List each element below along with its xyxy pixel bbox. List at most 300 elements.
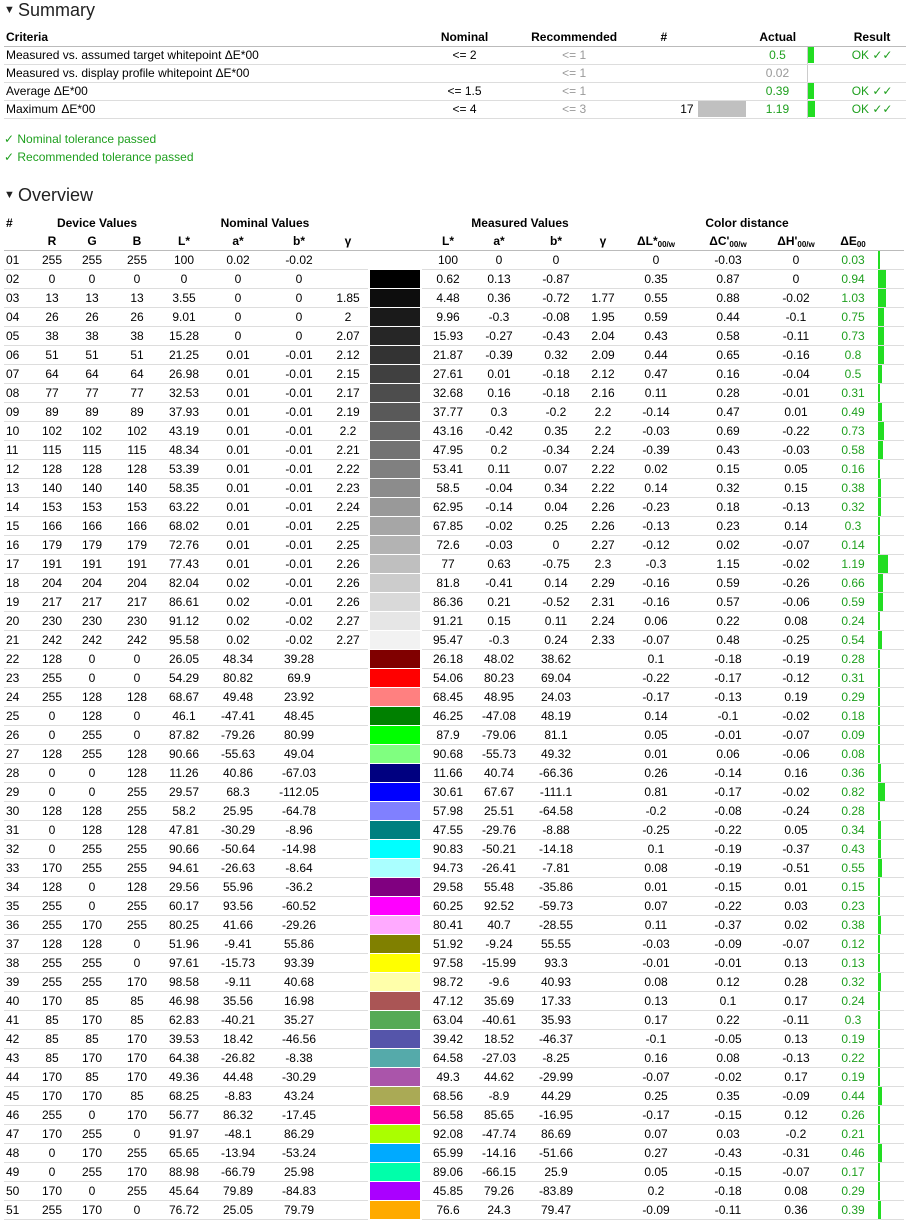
nominal-pass-status: ✓ Nominal tolerance passed [4,132,157,146]
delta-E: 0.38 [830,916,876,935]
delta-E: 0.46 [830,1144,876,1163]
patch-index: 42 [4,1030,32,1049]
delta-H: 0.08 [762,612,830,631]
nominal-a: 0.01 [206,479,270,498]
nominal-b: 49.04 [270,745,328,764]
delta-H: -0.13 [762,498,830,517]
measured-gamma: 2.29 [588,574,618,593]
nominal-gamma [328,669,368,688]
measured-b: 48.19 [524,707,588,726]
color-swatch [368,365,422,384]
delta-E-bar [876,1049,904,1068]
delta-L: -0.39 [618,441,694,460]
nominal-b: -0.02 [270,612,328,631]
delta-E: 0.28 [830,650,876,669]
measured-a: 55.48 [474,878,524,897]
measured-gamma [588,840,618,859]
nominal-b: -0.01 [270,460,328,479]
col-g: G [72,232,112,251]
color-swatch [368,992,422,1011]
delta-E-bar [876,308,904,327]
table-row [4,289,904,308]
device-r: 204 [32,574,72,593]
patch-index: 31 [4,821,32,840]
device-g: 191 [72,555,112,574]
delta-E: 0.29 [830,1182,876,1201]
patch-index: 50 [4,1182,32,1201]
nominal-L: 46.98 [162,992,206,1011]
color-swatch [368,840,422,859]
delta-E-bar [876,289,904,308]
measured-gamma [588,726,618,745]
device-r: 0 [32,707,72,726]
col-r: R [32,232,72,251]
nominal-gamma [328,1144,368,1163]
delta-C: 0.69 [694,422,762,441]
patch-index: 18 [4,574,32,593]
delta-H: -0.07 [762,726,830,745]
delta-C: -0.18 [694,650,762,669]
delta-C: -0.02 [694,1068,762,1087]
device-b: 191 [112,555,162,574]
table-row [4,555,904,574]
measured-L: 47.55 [422,821,474,840]
color-swatch [368,1049,422,1068]
table-row [4,441,904,460]
table-row [4,574,904,593]
table-row [4,498,904,517]
delta-H: -0.06 [762,745,830,764]
nominal-a: 0.02 [206,593,270,612]
measured-b: 25.9 [524,1163,588,1182]
patch-index: 21 [4,631,32,650]
delta-H: 0.19 [762,688,830,707]
col-delta-C: $\Delta C'_{00/w}$ [694,232,762,251]
nominal-gamma: 2.25 [328,536,368,555]
nominal-gamma: 2 [328,308,368,327]
measured-a: 48.95 [474,688,524,707]
delta-E-bar [876,612,904,631]
nominal-b: 0 [270,270,328,289]
measured-b: -111.1 [524,783,588,802]
measured-a: -0.42 [474,422,524,441]
nominal-b: -53.24 [270,1144,328,1163]
device-b: 128 [112,460,162,479]
device-r: 255 [32,897,72,916]
nominal-L: 26.05 [162,650,206,669]
device-g: 128 [72,821,112,840]
device-r: 170 [32,1182,72,1201]
delta-E-bar [876,878,904,897]
color-swatch [368,441,422,460]
delta-E-bar [876,631,904,650]
delta-L: 0.05 [618,726,694,745]
nominal-b: 0 [270,327,328,346]
measured-a: -0.3 [474,308,524,327]
collapse-triangle-icon[interactable]: ▼ [4,189,15,201]
color-swatch [368,802,422,821]
delta-E: 0.3 [830,1011,876,1030]
device-g: 0 [72,650,112,669]
color-swatch [368,574,422,593]
delta-H: 0.28 [762,973,830,992]
device-b: 166 [112,517,162,536]
measured-b: -83.89 [524,1182,588,1201]
nominal-a: 0 [206,308,270,327]
delta-E: 0.17 [830,1163,876,1182]
measured-gamma [588,935,618,954]
device-b: 0 [112,669,162,688]
measured-b: -0.52 [524,593,588,612]
device-r: 13 [32,289,72,308]
nominal-a: 35.56 [206,992,270,1011]
header-actual: Actual [748,28,808,46]
measured-gamma: 2.2 [588,422,618,441]
measured-gamma [588,1163,618,1182]
delta-C: 0.65 [694,346,762,365]
recommended-pass-status: ✓ Recommended tolerance passed [4,150,194,164]
delta-E-bar [876,517,904,536]
nominal-a: 0.02 [206,612,270,631]
measured-L: 67.85 [422,517,474,536]
nominal-L: 72.76 [162,536,206,555]
device-g: 170 [72,916,112,935]
delta-E-bar [876,1087,904,1106]
measured-L: 30.61 [422,783,474,802]
delta-H: -0.02 [762,289,830,308]
table-row [4,1106,904,1125]
delta-E-bar [876,745,904,764]
delta-H: 0.05 [762,821,830,840]
measured-a: 48.02 [474,650,524,669]
measured-a: 0.21 [474,593,524,612]
color-swatch [368,669,422,688]
table-row [4,764,904,783]
nominal-L: 56.77 [162,1106,206,1125]
device-r: 0 [32,726,72,745]
measured-a: 35.69 [474,992,524,1011]
measured-L: 81.8 [422,574,474,593]
measured-L: 45.85 [422,1182,474,1201]
color-swatch [368,612,422,631]
delta-E: 0.55 [830,859,876,878]
delta-E: 0.34 [830,821,876,840]
patch-index: 48 [4,1144,32,1163]
delta-L: 0.47 [618,365,694,384]
nominal-gamma [328,745,368,764]
device-g: 179 [72,536,112,555]
patch-index: 08 [4,384,32,403]
nominal-a: -55.63 [206,745,270,764]
delta-H: 0 [762,251,830,270]
nominal-a: 79.89 [206,1182,270,1201]
delta-E-bar [876,384,904,403]
nominal-a: 0.01 [206,346,270,365]
summary-heading[interactable]: ▼ Summary [4,0,96,20]
criteria-label: Maximum ΔE*00 [4,100,415,118]
col-delta-E: $\Delta E_{00}$ [830,232,876,251]
device-r: 255 [32,954,72,973]
nominal-gamma: 2.26 [328,593,368,612]
device-b: 77 [112,384,162,403]
measured-a: 0.16 [474,384,524,403]
measured-b: 0.34 [524,479,588,498]
table-row [4,916,904,935]
delta-H: -0.02 [762,783,830,802]
measured-a: 44.62 [474,1068,524,1087]
delta-E-bar [876,859,904,878]
actual-bar [808,82,838,100]
color-swatch [368,916,422,935]
delta-C: -0.22 [694,897,762,916]
patch-index: 03 [4,289,32,308]
delta-H: -0.06 [762,593,830,612]
device-b: 170 [112,973,162,992]
device-r: 128 [32,745,72,764]
measured-b: 38.62 [524,650,588,669]
overview-heading[interactable]: ▼ Overview [4,185,94,205]
delta-H: -0.22 [762,422,830,441]
measured-gamma [588,745,618,764]
measured-L: 94.73 [422,859,474,878]
delta-H: -0.09 [762,1087,830,1106]
nominal-b: -17.45 [270,1106,328,1125]
nominal-L: 32.53 [162,384,206,403]
nominal-b: -0.02 [270,631,328,650]
nominal-a: 0.01 [206,403,270,422]
header-nominal-values: Nominal Values [220,216,310,230]
color-swatch [368,1182,422,1201]
delta-L: 0.11 [618,916,694,935]
device-r: 170 [32,1125,72,1144]
color-swatch [368,327,422,346]
table-row [4,650,904,669]
delta-E: 0.38 [830,479,876,498]
delta-C: 0.06 [694,745,762,764]
color-swatch [368,1087,422,1106]
device-r: 255 [32,688,72,707]
table-row [4,973,904,992]
delta-C: -0.19 [694,840,762,859]
delta-C: 0.32 [694,479,762,498]
delta-L: 0.13 [618,992,694,1011]
delta-E-bar [876,916,904,935]
measured-L: 80.41 [422,916,474,935]
device-g: 128 [72,688,112,707]
measured-b: -59.73 [524,897,588,916]
delta-E-bar [876,270,904,289]
nominal-gamma [328,650,368,669]
delta-H: -0.11 [762,1011,830,1030]
nominal-a: 0 [206,270,270,289]
delta-H: -0.1 [762,308,830,327]
nominal-a: -9.11 [206,973,270,992]
delta-E-bar [876,688,904,707]
patch-index: 12 [4,460,32,479]
device-r: 255 [32,1201,72,1220]
patch-index: 25 [4,707,32,726]
nominal-b: -0.01 [270,441,328,460]
color-swatch [368,1125,422,1144]
collapse-triangle-icon[interactable]: ▼ [4,4,15,16]
delta-E-bar [876,669,904,688]
delta-E-bar [876,1030,904,1049]
color-swatch [368,346,422,365]
nominal-b: 79.79 [270,1201,328,1220]
nominal-b: 69.9 [270,669,328,688]
delta-E: 0.73 [830,422,876,441]
color-swatch [368,479,422,498]
device-r: 85 [32,1030,72,1049]
device-r: 153 [32,498,72,517]
measured-L: 54.06 [422,669,474,688]
color-swatch [368,859,422,878]
measured-L: 11.66 [422,764,474,783]
delta-L: -0.17 [618,1106,694,1125]
table-row [4,517,904,536]
device-g: 255 [72,1125,112,1144]
nominal-b: 40.68 [270,973,328,992]
delta-E: 0.31 [830,669,876,688]
table-row [4,669,904,688]
measured-L: 92.08 [422,1125,474,1144]
measured-gamma [588,270,618,289]
measured-a: -0.02 [474,517,524,536]
delta-E: 0.32 [830,973,876,992]
device-g: 170 [72,1144,112,1163]
table-row [4,460,904,479]
table-row [4,1201,904,1220]
measured-L: 21.87 [422,346,474,365]
nominal-L: 0 [162,270,206,289]
delta-C: 0.23 [694,517,762,536]
color-swatch [368,593,422,612]
delta-E-bar [876,954,904,973]
nominal-a: 93.56 [206,897,270,916]
measured-gamma: 1.95 [588,308,618,327]
measured-gamma [588,897,618,916]
patch-index: 20 [4,612,32,631]
color-swatch [368,631,422,650]
measured-gamma [588,859,618,878]
device-r: 85 [32,1011,72,1030]
table-row [4,1163,904,1182]
col-meas-L: L* [422,232,474,251]
delta-E-bar [876,726,904,745]
measured-a: 92.52 [474,897,524,916]
nominal-b: -0.01 [270,498,328,517]
device-b: 128 [112,821,162,840]
patch-index: 22 [4,650,32,669]
table-row [4,327,904,346]
delta-E-bar [876,650,904,669]
measured-b: -29.99 [524,1068,588,1087]
table-row [4,1087,904,1106]
device-r: 115 [32,441,72,460]
device-r: 255 [32,1106,72,1125]
table-row [4,821,904,840]
device-b: 85 [112,992,162,1011]
measured-b: -8.25 [524,1049,588,1068]
patch-index: 09 [4,403,32,422]
delta-H: -0.2 [762,1125,830,1144]
patch-index: 38 [4,954,32,973]
patch-index: 23 [4,669,32,688]
nominal-gamma: 2.21 [328,441,368,460]
nominal-b: -0.01 [270,403,328,422]
color-swatch [368,270,422,289]
delta-H: 0.14 [762,517,830,536]
color-swatch [368,726,422,745]
nominal-a: 68.3 [206,783,270,802]
patch-index: 05 [4,327,32,346]
measured-a: 18.52 [474,1030,524,1049]
device-r: 0 [32,1144,72,1163]
measured-L: 47.12 [422,992,474,1011]
nominal-L: 49.36 [162,1068,206,1087]
table-row [4,897,904,916]
nominal-L: 26.98 [162,365,206,384]
measured-a: 85.65 [474,1106,524,1125]
measured-b: 44.29 [524,1087,588,1106]
measured-a: -29.76 [474,821,524,840]
delta-E: 0.58 [830,441,876,460]
nominal-gamma: 2.25 [328,517,368,536]
delta-L: -0.13 [618,517,694,536]
table-row [4,1011,904,1030]
delta-E: 0.09 [830,726,876,745]
delta-C: 0.57 [694,593,762,612]
patch-index: 43 [4,1049,32,1068]
device-b: 64 [112,365,162,384]
delta-L: -0.17 [618,688,694,707]
delta-C: -0.14 [694,764,762,783]
nominal-L: 3.55 [162,289,206,308]
table-row [4,1030,904,1049]
measured-a: -0.41 [474,574,524,593]
measured-L: 63.04 [422,1011,474,1030]
measured-L: 91.21 [422,612,474,631]
nominal-gamma: 2.2 [328,422,368,441]
measured-L: 43.16 [422,422,474,441]
nominal-gamma [328,1163,368,1182]
nominal-gamma [328,1106,368,1125]
nominal-b: -112.05 [270,783,328,802]
nominal-gamma [328,878,368,897]
measured-gamma [588,669,618,688]
nominal-a: 0.01 [206,365,270,384]
criteria-label: Measured vs. assumed target whitepoint ΔE*00 [4,46,415,64]
measured-L: 58.5 [422,479,474,498]
color-swatch [368,1011,422,1030]
measured-a: -9.6 [474,973,524,992]
nominal-a: -26.82 [206,1049,270,1068]
measured-b: -7.81 [524,859,588,878]
header-color-distance: Color distance [705,216,789,230]
delta-L: -0.03 [618,935,694,954]
patch-index: 41 [4,1011,32,1030]
measured-a: 0.2 [474,441,524,460]
nominal-L: 95.58 [162,631,206,650]
nominal-L: 29.57 [162,783,206,802]
nominal-b: -67.03 [270,764,328,783]
patch-index: 44 [4,1068,32,1087]
device-b: 102 [112,422,162,441]
delta-C: -0.37 [694,916,762,935]
delta-H: -0.12 [762,669,830,688]
header-criteria: Criteria [4,28,415,46]
device-r: 255 [32,973,72,992]
